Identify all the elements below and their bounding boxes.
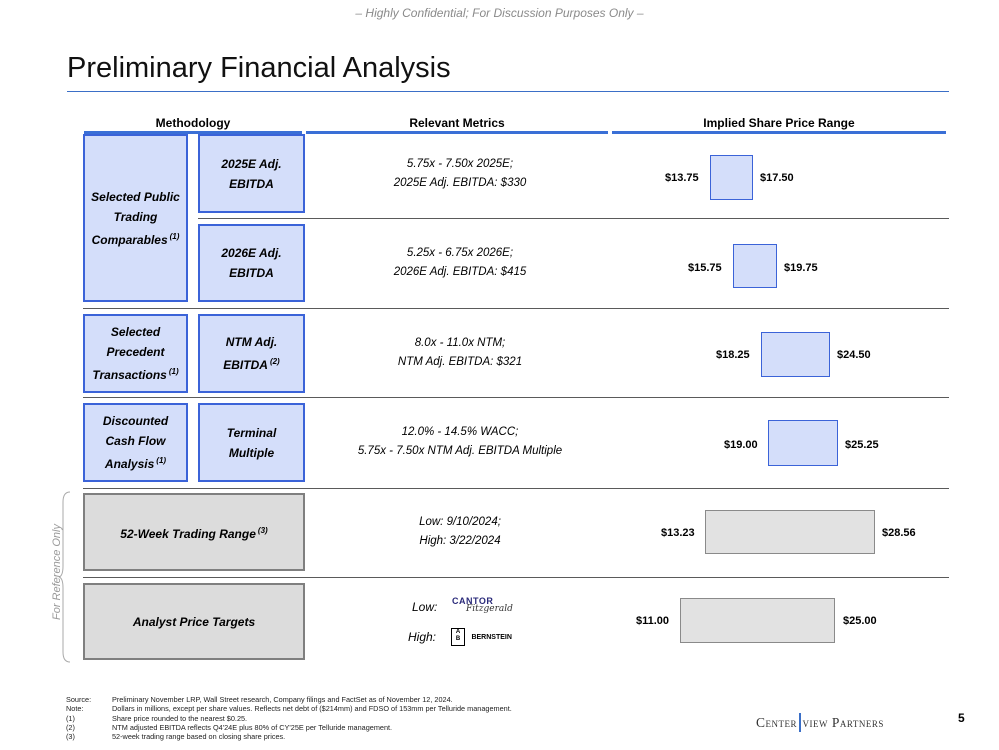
ebitda-2025-low: $13.75: [665, 172, 699, 184]
column-header-metrics: Relevant Metrics: [409, 116, 505, 130]
column-underline-metrics: [306, 131, 608, 134]
dcf-low: $19.00: [724, 439, 758, 451]
footnote-text: Share price rounded to the nearest $0.25.: [112, 713, 248, 723]
analyst-low: $11.00: [636, 615, 670, 627]
footnote-tag: (1): [66, 713, 75, 723]
ebitda-2026-box: [198, 224, 305, 302]
ebitda-2025-metric-line2: 2025E Adj. EBITDA: $330: [393, 177, 527, 189]
reference-label: For Reference Only: [51, 524, 63, 620]
row-divider: [83, 577, 949, 578]
bernstein-mark-bottom: B: [455, 636, 461, 642]
brand-part2: view Partners: [802, 715, 884, 730]
public-comps-note: (1): [169, 231, 180, 241]
footnote-text: Dollars in millions, except per share values. Reflects net debt of ($214mm) and FDSO of 153mm per Telluride management.: [112, 704, 512, 714]
terminal-multiple-box: [198, 403, 305, 482]
trading-range-label: 52-Week Trading Range: [120, 526, 256, 541]
dcf-high: $25.25: [845, 439, 879, 451]
ebitda-2025-box: [198, 134, 305, 213]
trading-range-note: (3): [257, 525, 268, 535]
trading-range-box: [83, 493, 305, 571]
ntm-ebitda-note: (2): [269, 357, 280, 366]
footnote-text: 52-week trading range based on closing share prices.: [112, 732, 286, 742]
ntm-ebitda-box: [198, 314, 305, 393]
precedents-note: (1): [168, 367, 179, 376]
dcf-metrics: [305, 423, 615, 461]
trading-range-metrics: [305, 513, 615, 551]
footnote-item: [66, 704, 512, 713]
cantor-logo: [452, 596, 522, 622]
footnote-tag: Note:: [66, 704, 84, 714]
brand-part1: Center: [756, 715, 797, 730]
ebitda-2026-metric-line1: 5.25x - 6.75x 2026E;: [406, 247, 514, 259]
confidential-banner: – Highly Confidential; For Discussion Purposes Only –: [355, 6, 644, 20]
footnote-tag: Source:: [66, 695, 92, 704]
footnote-text: NTM adjusted EBITDA reflects Q4'24E plus 80% of CY'25E per Telluride management.: [112, 722, 393, 732]
analyst-range-bar: [680, 598, 835, 643]
footnote-tag: (2): [66, 722, 75, 732]
dcf-note: (1): [156, 456, 167, 465]
terminal-multiple-label: Terminal Multiple: [226, 425, 277, 460]
cantor-logo-text: CANTOR: [452, 596, 494, 606]
analyst-high-label: High:: [408, 630, 437, 644]
footnote-item: [66, 723, 512, 732]
brand-divider: [799, 713, 801, 732]
trading-range-metric-line1: Low: 9/10/2024;: [419, 516, 501, 528]
page-title: Preliminary Financial Analysis: [67, 52, 451, 84]
footnotes: [66, 695, 512, 741]
trading-range-high: $28.56: [882, 527, 916, 539]
precedents-box: [83, 314, 188, 393]
precedents-label: Selected Precedent Transactions: [92, 325, 167, 382]
row-divider: [83, 308, 949, 309]
ebitda-2026-low: $15.75: [688, 262, 722, 274]
dcf-metric-line1: 12.0% - 14.5% WACC;: [401, 426, 519, 438]
public-comps-label: Selected Public Trading Comparables: [91, 189, 180, 247]
dcf-metric-line2: 5.75x - 7.50x NTM Adj. EBITDA Multiple: [357, 445, 563, 457]
analyst-box: [83, 583, 305, 660]
title-divider: [67, 91, 949, 92]
footnote-item: [66, 732, 512, 741]
footnote-item: [66, 714, 512, 723]
footnote-tag: (3): [66, 732, 75, 742]
ebitda-2026-range-bar: [733, 244, 777, 288]
bernstein-logo: [451, 628, 512, 646]
ebitda-2026-high: $19.75: [784, 262, 818, 274]
trading-range-metric-line2: High: 3/22/2024: [419, 535, 501, 547]
precedents-metrics: [305, 334, 615, 372]
bernstein-mark-top: A: [455, 629, 461, 635]
ebitda-2026-metric-line2: 2026E Adj. EBITDA: $415: [393, 266, 527, 278]
dcf-box: [83, 403, 188, 482]
page-number: 5: [958, 711, 965, 725]
trading-range-bar: [705, 510, 875, 554]
analyst-low-label: Low:: [412, 600, 438, 614]
analyst-high: $25.00: [843, 615, 877, 627]
footnote-text: Preliminary November LRP, Wall Street research, Company filings and FactSet as of November 12, 2024.: [112, 695, 453, 704]
public-comps-box: [83, 134, 188, 302]
column-underline-range: [612, 131, 946, 134]
bernstein-logo-mark: [451, 628, 465, 646]
precedents-high: $24.50: [837, 349, 871, 361]
row-divider: [198, 218, 949, 219]
ebitda-2025-range-bar: [710, 155, 753, 200]
bernstein-logo-text: BERNSTEIN: [471, 633, 512, 641]
cantor-logo-script: Fitzgerald: [466, 604, 513, 614]
footnote-item: [66, 695, 512, 704]
precedents-range-bar: [761, 332, 830, 377]
column-header-range: Implied Share Price Range: [703, 116, 855, 130]
precedents-metric-line2: NTM Adj. EBITDA: $321: [397, 356, 523, 368]
ebitda-2025-label: 2025E Adj. EBITDA: [221, 156, 282, 191]
precedents-low: $18.25: [716, 349, 750, 361]
precedents-metric-line1: 8.0x - 11.0x NTM;: [414, 337, 506, 349]
row-divider: [83, 488, 949, 489]
dcf-range-bar: [768, 420, 838, 466]
ntm-ebitda-label: NTM Adj. EBITDA: [223, 335, 278, 372]
ebitda-2026-label: 2026E Adj. EBITDA: [221, 246, 282, 280]
column-header-methodology: Methodology: [155, 116, 231, 130]
analyst-label: Analyst Price Targets: [132, 614, 256, 629]
centerview-logo: [756, 713, 884, 732]
row-divider: [83, 397, 949, 398]
ebitda-2025-high: $17.50: [760, 172, 794, 184]
ebitda-2025-metrics: [305, 155, 615, 193]
dcf-label: Discounted Cash Flow Analysis: [102, 414, 169, 471]
trading-range-low: $13.23: [661, 527, 695, 539]
ebitda-2026-metrics: [305, 244, 615, 282]
ebitda-2025-metric-line1: 5.75x - 7.50x 2025E;: [406, 158, 514, 170]
